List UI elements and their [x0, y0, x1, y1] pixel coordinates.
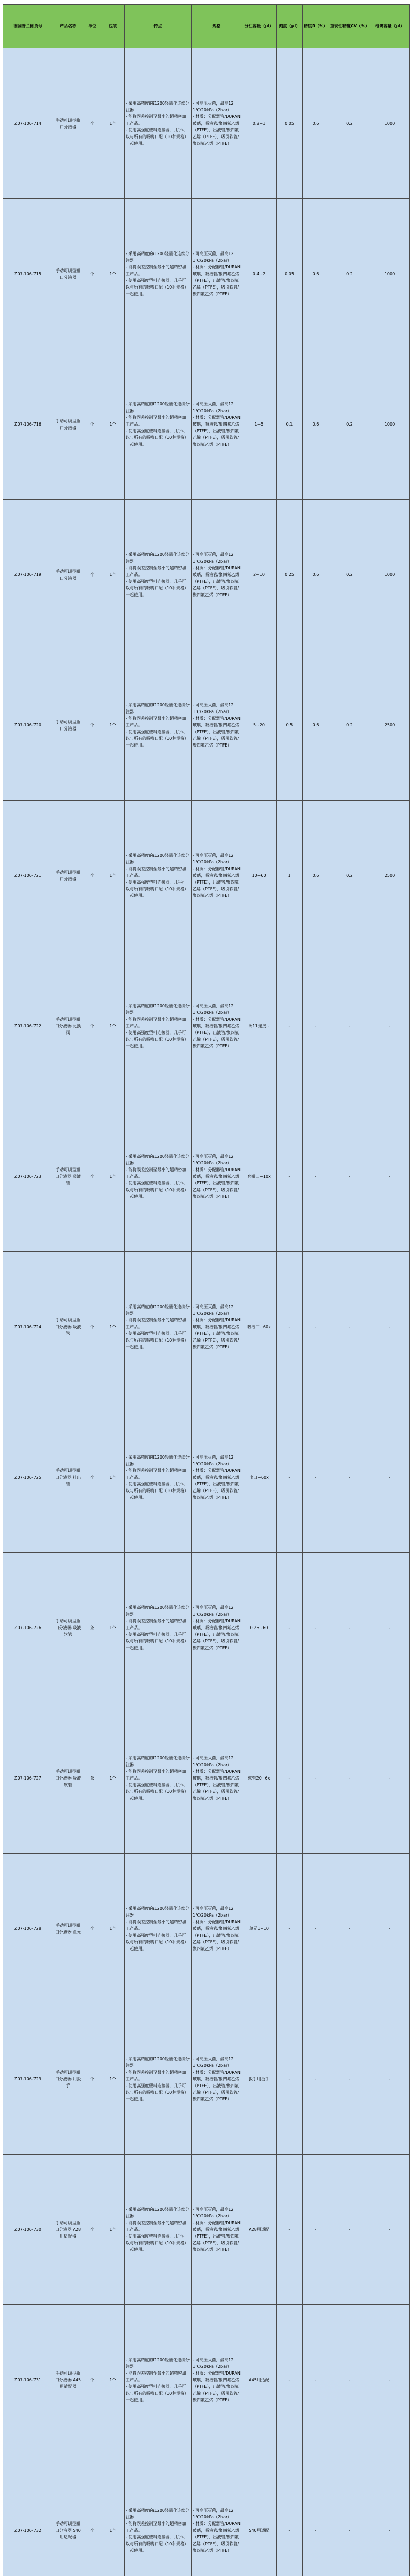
increment-cell: 0.05	[277, 199, 303, 349]
range-cell: 套瓶口~10x	[242, 1101, 277, 1252]
tip-volume-cell: 1000	[370, 199, 410, 349]
table-row	[3, 349, 410, 500]
accuracy-cell: -	[303, 1402, 329, 1553]
header-row	[3, 5, 410, 48]
accuracy-cell: -	[303, 1854, 329, 2004]
features-cell	[125, 500, 192, 650]
increment-cell: -	[277, 1402, 303, 1553]
range-cell: 出口~60x	[242, 1402, 277, 1553]
spec-cell	[192, 1402, 242, 1553]
qty-cell: 1个	[101, 1854, 125, 2004]
increment-cell: 0.05	[277, 48, 303, 199]
tip-volume-cell: -	[370, 1703, 410, 1854]
precision-cell: 0.2	[329, 349, 370, 500]
table-row	[3, 199, 410, 349]
name-cell: 手动可调型瓶口分液器 S40用适配器	[53, 2455, 83, 2576]
name-cell: 手动可调型瓶口分液器 吸液管	[53, 1252, 83, 1402]
spec-cell	[192, 1101, 242, 1252]
precision-cell: -	[329, 2455, 370, 2576]
accuracy-cell: 0.6	[303, 349, 329, 500]
accuracy-cell: 0.6	[303, 48, 329, 199]
tip-volume-cell: -	[370, 2004, 410, 2155]
precision-cell: -	[329, 2305, 370, 2455]
header-name: 产品名称	[53, 5, 83, 48]
range-cell: 2~10	[242, 500, 277, 650]
model-cell: Z07-106-719	[3, 500, 53, 650]
features-cell	[125, 2155, 192, 2305]
header-increment: 刻度（μl）	[277, 5, 303, 48]
header-features: 特点	[125, 5, 192, 48]
accuracy-cell: -	[303, 1101, 329, 1252]
spec-cell	[192, 500, 242, 650]
spec-cell	[192, 951, 242, 1101]
spec-text: - 可高压灭菌，最高121℃/20kPa（2bar） - 材质：分配器管/DURAN玻璃，吸液管/聚四氟乙烯（PTFE），出液管/聚四氟乙烯（PTFE），吸引软管/聚四氟乙烯（PTFE）	[193, 1605, 241, 1650]
increment-cell: 0.1	[277, 349, 303, 500]
model-cell: Z07-106-716	[3, 349, 53, 500]
table-row	[3, 500, 410, 650]
name-cell: 手动可调型瓶口分液器 用扳手	[53, 2004, 83, 2155]
product-table	[3, 4, 410, 2576]
model-cell: Z07-106-720	[3, 650, 53, 801]
unit-cell: 个	[83, 2004, 101, 2155]
model-cell: Z07-106-727	[3, 1703, 53, 1854]
spec-cell	[192, 801, 242, 951]
tip-volume-cell: 1000	[370, 500, 410, 650]
model-cell: Z07-106-723	[3, 1101, 53, 1252]
header-tip-volume: 枪嘴容量（μl）	[370, 5, 410, 48]
qty-cell: 1个	[101, 1703, 125, 1854]
precision-cell: -	[329, 2004, 370, 2155]
qty-cell: 1个	[101, 349, 125, 500]
range-cell: 扳手用扳手	[242, 2004, 277, 2155]
table-row	[3, 2155, 410, 2305]
precision-cell: -	[329, 1101, 370, 1252]
increment-cell: 0.5	[277, 650, 303, 801]
accuracy-cell: 0.6	[303, 500, 329, 650]
features-cell	[125, 1553, 192, 1703]
model-cell: Z07-106-722	[3, 951, 53, 1101]
spec-cell	[192, 1553, 242, 1703]
increment-cell: -	[277, 2004, 303, 2155]
tip-volume-cell: -	[370, 1553, 410, 1703]
header-model: 德国普兰德货号	[3, 5, 53, 48]
table-row	[3, 1703, 410, 1854]
tip-volume-cell: 2500	[370, 650, 410, 801]
features-cell	[125, 349, 192, 500]
range-cell: 0.25~60	[242, 1553, 277, 1703]
increment-cell: -	[277, 1854, 303, 2004]
unit-cell: 个	[83, 199, 101, 349]
accuracy-cell: -	[303, 2004, 329, 2155]
accuracy-cell: -	[303, 2455, 329, 2576]
spec-text: - 可高压灭菌，最高121℃/20kPa（2bar） - 材质：分配器管/DURAN玻璃，吸液管/聚四氟乙烯（PTFE），出液管/聚四氟乙烯（PTFE），吸引软管/聚四氟乙烯（PTFE）	[193, 2358, 241, 2402]
spec-text: - 可高压灭菌，最高121℃/20kPa（2bar） - 材质：分配器管/DURAN玻璃，吸液管/聚四氟乙烯（PTFE），出液管/聚四氟乙烯（PTFE），吸引软管/聚四氟乙烯（PTFE）	[193, 2207, 241, 2252]
spec-text: - 可高压灭菌，最高121℃/20kPa（2bar） - 材质：分配器管/DURAN玻璃，吸液管/聚四氟乙烯（PTFE），出液管/聚四氟乙烯（PTFE），吸引软管/聚四氟乙烯（PTFE）	[193, 2508, 241, 2553]
accuracy-cell: -	[303, 1252, 329, 1402]
tip-volume-cell: -	[370, 951, 410, 1101]
features-cell	[125, 48, 192, 199]
table-row	[3, 801, 410, 951]
unit-cell: 个	[83, 801, 101, 951]
spec-cell	[192, 2155, 242, 2305]
header-range: 分注容量（μl）	[242, 5, 277, 48]
product-table-sheet	[3, 4, 409, 2576]
increment-cell: -	[277, 951, 303, 1101]
accuracy-cell: -	[303, 2155, 329, 2305]
features-cell	[125, 1402, 192, 1553]
spec-cell	[192, 1703, 242, 1854]
unit-cell: 个	[83, 1402, 101, 1553]
qty-cell: 1个	[101, 1252, 125, 1402]
spec-text: - 可高压灭菌，最高121℃/20kPa（2bar） - 材质：分配器管/DURAN玻璃，吸液管/聚四氟乙烯（PTFE），出液管/聚四氟乙烯（PTFE），吸引软管/聚四氟乙烯（PTFE）	[193, 703, 241, 748]
spec-cell	[192, 2455, 242, 2576]
unit-cell: 个	[83, 951, 101, 1101]
name-cell: 手动可调型瓶口分液器 A45用适配器	[53, 2305, 83, 2455]
features-cell	[125, 1703, 192, 1854]
name-cell: 手动可调型瓶口分液器 吸液管	[53, 1101, 83, 1252]
header-unit: 单位	[83, 5, 101, 48]
unit-cell: 个	[83, 2155, 101, 2305]
table-row	[3, 1854, 410, 2004]
precision-cell: -	[329, 1252, 370, 1402]
model-cell: Z07-106-714	[3, 48, 53, 199]
accuracy-cell: 0.6	[303, 650, 329, 801]
increment-cell: -	[277, 2305, 303, 2455]
name-cell: 手动可调型瓶口分液器 单元	[53, 1854, 83, 2004]
features-text: - 采用高精度的ⅰ1200轻量化连续分注器 - 能将误差控制至最小的超精密加工产品。 - 使用高强度塑料连接器，几乎可以与所有的吸嘴口配（10种规格）一起使用。	[126, 1756, 190, 1801]
range-cell: 0.4~2	[242, 199, 277, 349]
spec-text: - 可高压灭菌，最高121℃/20kPa（2bar） - 材质：分配器管/DURAN玻璃，吸液管/聚四氟乙烯（PTFE），出液管/聚四氟乙烯（PTFE），吸引软管/聚四氟乙烯（PTFE）	[193, 2057, 241, 2102]
qty-cell: 1个	[101, 650, 125, 801]
table-row	[3, 2004, 410, 2155]
increment-cell: -	[277, 2455, 303, 2576]
features-cell	[125, 1101, 192, 1252]
qty-cell: 1个	[101, 1553, 125, 1703]
range-cell: 0.2~1	[242, 48, 277, 199]
header-qty: 包装	[101, 5, 125, 48]
spec-text: - 可高压灭菌，最高121℃/20kPa（2bar） - 材质：分配器管/DURAN玻璃，吸液管/聚四氟乙烯（PTFE），出液管/聚四氟乙烯（PTFE），吸引软管/聚四氟乙烯（PTFE）	[193, 251, 241, 296]
tip-volume-cell: -	[370, 2155, 410, 2305]
unit-cell: 个	[83, 2305, 101, 2455]
model-cell: Z07-106-721	[3, 801, 53, 951]
precision-cell: 0.2	[329, 48, 370, 199]
name-cell: 手动可调型瓶口分液器	[53, 199, 83, 349]
features-cell	[125, 199, 192, 349]
spec-text: - 可高压灭菌，最高121℃/20kPa（2bar） - 材质：分配器管/DURAN玻璃，吸液管/聚四氟乙烯（PTFE），出液管/聚四氟乙烯（PTFE），吸引软管/聚四氟乙烯（PTFE）	[193, 853, 241, 898]
model-cell: Z07-106-724	[3, 1252, 53, 1402]
unit-cell: 个	[83, 650, 101, 801]
unit-cell: 个	[83, 1252, 101, 1402]
table-row	[3, 1553, 410, 1703]
table-row	[3, 1252, 410, 1402]
range-cell: A28用适配	[242, 2155, 277, 2305]
spec-cell	[192, 48, 242, 199]
unit-cell: 条	[83, 1553, 101, 1703]
unit-cell: 个	[83, 500, 101, 650]
table-row	[3, 2305, 410, 2455]
features-cell	[125, 2305, 192, 2455]
model-cell: Z07-106-729	[3, 2004, 53, 2155]
tip-volume-cell: -	[370, 1101, 410, 1252]
range-cell: 阀11连接~	[242, 951, 277, 1101]
table-row	[3, 48, 410, 199]
unit-cell: 个	[83, 1101, 101, 1252]
precision-cell: 0.2	[329, 199, 370, 349]
features-text: - 采用高精度的ⅰ1200轻量化连续分注器 - 能将误差控制至最小的超精密加工产品。 - 使用高强度塑料连接器，几乎可以与所有的吸嘴口配（10种规格）一起使用。	[126, 402, 190, 447]
qty-cell: 1个	[101, 2455, 125, 2576]
features-cell	[125, 801, 192, 951]
features-text: - 采用高精度的ⅰ1200轻量化连续分注器 - 能将误差控制至最小的超精密加工产品。 - 使用高强度塑料连接器，几乎可以与所有的吸嘴口配（10种规格）一起使用。	[126, 552, 190, 597]
spec-cell	[192, 1252, 242, 1402]
table-row	[3, 1402, 410, 1553]
qty-cell: 1个	[101, 1402, 125, 1553]
tip-volume-cell: 2500	[370, 801, 410, 951]
name-cell: 手动可调型瓶口分液器 吸液软管	[53, 1703, 83, 1854]
tip-volume-cell: -	[370, 1402, 410, 1553]
features-text: - 采用高精度的ⅰ1200轻量化连续分注器 - 能将误差控制至最小的超精密加工产品。 - 使用高强度塑料连接器，几乎可以与所有的吸嘴口配（10种规格）一起使用。	[126, 1906, 190, 1951]
spec-cell	[192, 650, 242, 801]
qty-cell: 1个	[101, 2305, 125, 2455]
model-cell: Z07-106-730	[3, 2155, 53, 2305]
increment-cell: -	[277, 1553, 303, 1703]
features-text: - 采用高精度的ⅰ1200轻量化连续分注器 - 能将误差控制至最小的超精密加工产品。 - 使用高强度塑料连接器，几乎可以与所有的吸嘴口配（10种规格）一起使用。	[126, 1455, 190, 1500]
range-cell: 5~20	[242, 650, 277, 801]
spec-text: - 可高压灭菌，最高121℃/20kPa（2bar） - 材质：分配器管/DURAN玻璃，吸液管/聚四氟乙烯（PTFE），出液管/聚四氟乙烯（PTFE），吸引软管/聚四氟乙烯（PTFE）	[193, 1154, 241, 1199]
precision-cell: 0.2	[329, 650, 370, 801]
precision-cell: 0.2	[329, 801, 370, 951]
accuracy-cell: -	[303, 2305, 329, 2455]
name-cell: 手动可调型瓶口分液器	[53, 500, 83, 650]
tip-volume-cell: -	[370, 2455, 410, 2576]
precision-cell: -	[329, 2155, 370, 2305]
header-precision: 重现性精度CV（%）	[329, 5, 370, 48]
qty-cell: 1个	[101, 1101, 125, 1252]
qty-cell: 1个	[101, 951, 125, 1101]
spec-text: - 可高压灭菌，最高121℃/20kPa（2bar） - 材质：分配器管/DURAN玻璃，吸液管/聚四氟乙烯（PTFE），出液管/聚四氟乙烯（PTFE），吸引软管/聚四氟乙烯（PTFE）	[193, 552, 241, 597]
tip-volume-cell: -	[370, 1252, 410, 1402]
range-cell: 吸液口~60x	[242, 1252, 277, 1402]
name-cell: 手动可调型瓶口分液器	[53, 650, 83, 801]
precision-cell: -	[329, 1854, 370, 2004]
tip-volume-cell: 1000	[370, 349, 410, 500]
model-cell: Z07-106-732	[3, 2455, 53, 2576]
table-row	[3, 2455, 410, 2576]
table-row	[3, 951, 410, 1101]
qty-cell: 1个	[101, 500, 125, 650]
features-text: - 采用高精度的ⅰ1200轻量化连续分注器 - 能将误差控制至最小的超精密加工产品。 - 使用高强度塑料连接器，几乎可以与所有的吸嘴口配（10种规格）一起使用。	[126, 1004, 190, 1048]
model-cell: Z07-106-731	[3, 2305, 53, 2455]
precision-cell: -	[329, 951, 370, 1101]
precision-cell: -	[329, 1703, 370, 1854]
spec-cell	[192, 2305, 242, 2455]
features-cell	[125, 1252, 192, 1402]
model-cell: Z07-106-725	[3, 1402, 53, 1553]
accuracy-cell: -	[303, 1703, 329, 1854]
features-cell	[125, 1854, 192, 2004]
name-cell: 手动可调型瓶口分液器	[53, 349, 83, 500]
accuracy-cell: -	[303, 951, 329, 1101]
accuracy-cell: -	[303, 1553, 329, 1703]
features-text: - 采用高精度的ⅰ1200轻量化连续分注器 - 能将误差控制至最小的超精密加工产品。 - 使用高强度塑料连接器，几乎可以与所有的吸嘴口配（10种规格）一起使用。	[126, 853, 190, 898]
increment-cell: 1	[277, 801, 303, 951]
increment-cell: -	[277, 1101, 303, 1252]
spec-text: - 可高压灭菌，最高121℃/20kPa（2bar） - 材质：分配器管/DURAN玻璃，吸液管/聚四氟乙烯（PTFE），出液管/聚四氟乙烯（PTFE），吸引软管/聚四氟乙烯（PTFE）	[193, 1304, 241, 1349]
features-text: - 采用高精度的ⅰ1200轻量化连续分注器 - 能将误差控制至最小的超精密加工产品。 - 使用高强度塑料连接器，几乎可以与所有的吸嘴口配（10种规格）一起使用。	[126, 2057, 190, 2102]
features-cell	[125, 2455, 192, 2576]
range-cell: 1~5	[242, 349, 277, 500]
features-text: - 采用高精度的ⅰ1200轻量化连续分注器 - 能将误差控制至最小的超精密加工产品。 - 使用高强度塑料连接器，几乎可以与所有的吸嘴口配（10种规格）一起使用。	[126, 2358, 190, 2402]
name-cell: 手动可调型瓶口分液器	[53, 48, 83, 199]
name-cell: 手动可调型瓶口分液器	[53, 801, 83, 951]
unit-cell: 个	[83, 1854, 101, 2004]
model-cell: Z07-106-726	[3, 1553, 53, 1703]
increment-cell: 0.25	[277, 500, 303, 650]
accuracy-cell: 0.6	[303, 199, 329, 349]
range-cell: 单元1~10	[242, 1854, 277, 2004]
range-cell: 10~60	[242, 801, 277, 951]
range-cell: A45用适配	[242, 2305, 277, 2455]
range-cell: 软管20~6x	[242, 1703, 277, 1854]
features-cell	[125, 650, 192, 801]
model-cell: Z07-106-715	[3, 199, 53, 349]
accuracy-cell: 0.6	[303, 801, 329, 951]
header-spec: 规格	[192, 5, 242, 48]
unit-cell: 个	[83, 48, 101, 199]
qty-cell: 1个	[101, 2004, 125, 2155]
precision-cell: -	[329, 1402, 370, 1553]
qty-cell: 1个	[101, 48, 125, 199]
tip-volume-cell: -	[370, 2305, 410, 2455]
spec-cell	[192, 1854, 242, 2004]
features-text: - 采用高精度的ⅰ1200轻量化连续分注器 - 能将误差控制至最小的超精密加工产品。 - 使用高强度塑料连接器，几乎可以与所有的吸嘴口配（10种规格）一起使用。	[126, 1605, 190, 1650]
spec-text: - 可高压灭菌，最高121℃/20kPa（2bar） - 材质：分配器管/DURAN玻璃，吸液管/聚四氟乙烯（PTFE），出液管/聚四氟乙烯（PTFE），吸引软管/聚四氟乙烯（PTFE）	[193, 1906, 241, 1951]
features-text: - 采用高精度的ⅰ1200轻量化连续分注器 - 能将误差控制至最小的超精密加工产品。 - 使用高强度塑料连接器，几乎可以与所有的吸嘴口配（10种规格）一起使用。	[126, 703, 190, 748]
features-text: - 采用高精度的ⅰ1200轻量化连续分注器 - 能将误差控制至最小的超精密加工产品。 - 使用高强度塑料连接器，几乎可以与所有的吸嘴口配（10种规格）一起使用。	[126, 101, 190, 146]
qty-cell: 1个	[101, 2155, 125, 2305]
spec-text: - 可高压灭菌，最高121℃/20kPa（2bar） - 材质：分配器管/DURAN玻璃，吸液管/聚四氟乙烯（PTFE），出液管/聚四氟乙烯（PTFE），吸引软管/聚四氟乙烯（PTFE）	[193, 101, 241, 146]
header-accuracy: 精度R（%）	[303, 5, 329, 48]
qty-cell: 1个	[101, 801, 125, 951]
name-cell: 手动可调型瓶口分液器 A28用适配器	[53, 2155, 83, 2305]
spec-text: - 可高压灭菌，最高121℃/20kPa（2bar） - 材质：分配器管/DURAN玻璃，吸液管/聚四氟乙烯（PTFE），出液管/聚四氟乙烯（PTFE），吸引软管/聚四氟乙烯（PTFE）	[193, 1455, 241, 1500]
tip-volume-cell: 1000	[370, 48, 410, 199]
spec-cell	[192, 349, 242, 500]
features-text: - 采用高精度的ⅰ1200轻量化连续分注器 - 能将误差控制至最小的超精密加工产品。 - 使用高强度塑料连接器，几乎可以与所有的吸嘴口配（10种规格）一起使用。	[126, 1304, 190, 1349]
range-cell: S40用适配	[242, 2455, 277, 2576]
table-row	[3, 650, 410, 801]
features-text: - 采用高精度的ⅰ1200轻量化连续分注器 - 能将误差控制至最小的超精密加工产品。 - 使用高强度塑料连接器，几乎可以与所有的吸嘴口配（10种规格）一起使用。	[126, 1154, 190, 1199]
tip-volume-cell: -	[370, 1854, 410, 2004]
unit-cell: 个	[83, 349, 101, 500]
unit-cell: 条	[83, 1703, 101, 1854]
name-cell: 手动可调型瓶口分液器 排出管	[53, 1402, 83, 1553]
qty-cell: 1个	[101, 199, 125, 349]
increment-cell: -	[277, 1703, 303, 1854]
table-row	[3, 1101, 410, 1252]
features-cell	[125, 2004, 192, 2155]
unit-cell: 个	[83, 2455, 101, 2576]
name-cell: 手动可调型瓶口分液器 更换阀	[53, 951, 83, 1101]
model-cell: Z07-106-728	[3, 1854, 53, 2004]
table-body	[3, 48, 410, 2576]
features-text: - 采用高精度的ⅰ1200轻量化连续分注器 - 能将误差控制至最小的超精密加工产品。 - 使用高强度塑料连接器，几乎可以与所有的吸嘴口配（10种规格）一起使用。	[126, 2207, 190, 2252]
spec-text: - 可高压灭菌，最高121℃/20kPa（2bar） - 材质：分配器管/DURAN玻璃，吸液管/聚四氟乙烯（PTFE），出液管/聚四氟乙烯（PTFE），吸引软管/聚四氟乙烯（PTFE）	[193, 1756, 241, 1801]
features-cell	[125, 951, 192, 1101]
precision-cell: -	[329, 1553, 370, 1703]
name-cell: 手动可调型瓶口分液器 吸液软管	[53, 1553, 83, 1703]
spec-cell	[192, 2004, 242, 2155]
features-text: - 采用高精度的ⅰ1200轻量化连续分注器 - 能将误差控制至最小的超精密加工产品。 - 使用高强度塑料连接器，几乎可以与所有的吸嘴口配（10种规格）一起使用。	[126, 251, 190, 296]
spec-text: - 可高压灭菌，最高121℃/20kPa（2bar） - 材质：分配器管/DURAN玻璃，吸液管/聚四氟乙烯（PTFE），出液管/聚四氟乙烯（PTFE），吸引软管/聚四氟乙烯（PTFE）	[193, 1004, 241, 1048]
increment-cell: -	[277, 2155, 303, 2305]
increment-cell: -	[277, 1252, 303, 1402]
features-text: - 采用高精度的ⅰ1200轻量化连续分注器 - 能将误差控制至最小的超精密加工产品。 - 使用高强度塑料连接器，几乎可以与所有的吸嘴口配（10种规格）一起使用。	[126, 2508, 190, 2553]
precision-cell: 0.2	[329, 500, 370, 650]
spec-cell	[192, 199, 242, 349]
spec-text: - 可高压灭菌，最高121℃/20kPa（2bar） - 材质：分配器管/DURAN玻璃，吸液管/聚四氟乙烯（PTFE），出液管/聚四氟乙烯（PTFE），吸引软管/聚四氟乙烯（PTFE）	[193, 402, 241, 447]
